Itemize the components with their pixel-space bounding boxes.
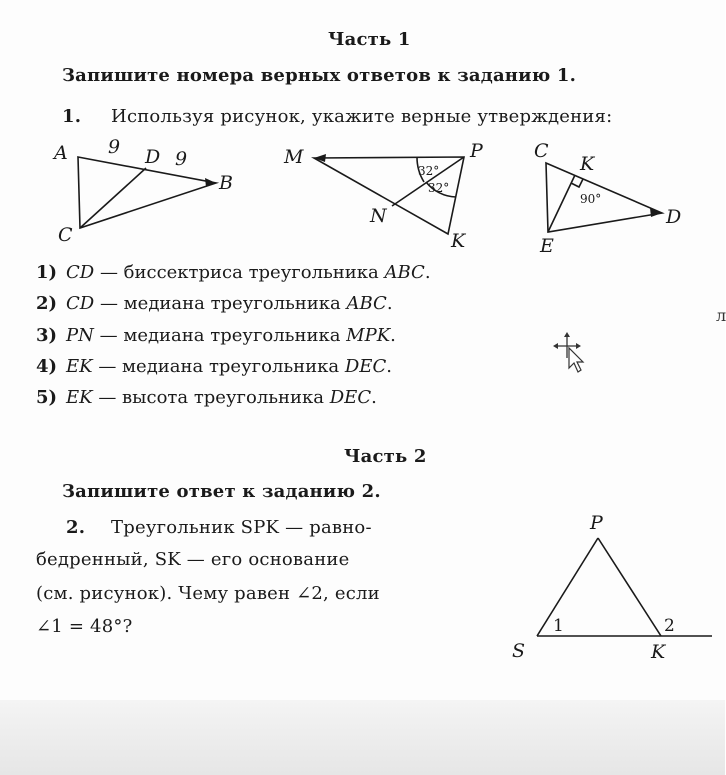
label-len-db: 9 bbox=[175, 148, 188, 170]
option-5-number: 5) bbox=[36, 387, 58, 408]
angle-label-90: 90° bbox=[580, 192, 602, 206]
option-1-text: — биссектриса треугольника bbox=[94, 262, 385, 283]
option-2-triangle: ABC bbox=[346, 293, 387, 314]
angle-1-label: 1 bbox=[553, 616, 564, 636]
task2-text-line-4: ∠1 = 48°? bbox=[36, 616, 133, 637]
option-3-end: . bbox=[390, 325, 396, 346]
option-3-segment: PN bbox=[66, 325, 94, 346]
task2-text-line-3: (см. рисунок). Чему равен ∠2, если bbox=[36, 583, 380, 604]
label-n: N bbox=[370, 205, 387, 227]
label-a: A bbox=[54, 142, 68, 164]
angle-label-2: 32° bbox=[428, 181, 450, 195]
bottom-band bbox=[0, 700, 725, 775]
option-4-segment: EK bbox=[66, 356, 93, 377]
option-5-triangle: DEC bbox=[329, 387, 372, 408]
label-c2: C bbox=[534, 140, 549, 162]
option-1-triangle: ABC bbox=[384, 262, 425, 283]
option-2-text: — медиана треугольника bbox=[94, 293, 347, 314]
angle-2-label: 2 bbox=[664, 616, 675, 636]
option-2-segment: CD bbox=[66, 293, 95, 314]
option-4-text: — медиана треугольника bbox=[92, 356, 345, 377]
option-1-end: . bbox=[424, 262, 431, 283]
label-k2: K bbox=[580, 153, 595, 175]
label-k: K bbox=[451, 230, 466, 252]
label-len-ad: 9 bbox=[108, 136, 121, 158]
angle-label-1: 32° bbox=[418, 164, 440, 178]
label-p: P bbox=[470, 140, 483, 162]
part2-title: Часть 2 bbox=[344, 446, 427, 467]
option-2-end: . bbox=[386, 293, 393, 314]
option-1-number: 1) bbox=[36, 262, 58, 283]
option-4-number: 4) bbox=[36, 356, 58, 377]
label-c: C bbox=[58, 224, 73, 246]
option-2-number: 2) bbox=[36, 293, 58, 314]
label-p2: P bbox=[590, 512, 603, 534]
part1-title: Часть 1 bbox=[328, 29, 411, 50]
part2-instruction: Запишите ответ к заданию 2. bbox=[62, 481, 381, 502]
option-5-text: — высота треугольника bbox=[92, 387, 330, 408]
task1-text: Используя рисунок, укажите верные утверждения: bbox=[111, 106, 613, 127]
label-k3: K bbox=[651, 641, 666, 663]
option-5-segment: EK bbox=[66, 387, 93, 408]
option-4-end: . bbox=[386, 356, 392, 377]
label-s: S bbox=[512, 640, 526, 662]
label-d: D bbox=[145, 146, 161, 168]
option-3-number: 3) bbox=[36, 325, 58, 346]
option-1-segment: CD bbox=[66, 262, 95, 283]
label-m: M bbox=[284, 146, 304, 168]
option-3-text: — медиана треугольника bbox=[93, 325, 347, 346]
task2-text-line-1: Треугольник SPK — равно- bbox=[111, 517, 372, 538]
part1-instruction: Запишите номера верных ответов к заданию 1. bbox=[62, 65, 577, 86]
option-4-triangle: DEC bbox=[344, 356, 387, 377]
label-e: E bbox=[540, 235, 554, 257]
option-5-end: . bbox=[371, 387, 377, 408]
task2-text-line-2: бедренный, SK — его основание bbox=[36, 549, 350, 570]
stray-character: л bbox=[716, 306, 726, 325]
task1-number: 1. bbox=[62, 106, 82, 127]
task2-number: 2. bbox=[66, 517, 86, 538]
label-d2: D bbox=[666, 206, 682, 228]
option-3-triangle: MPK bbox=[346, 325, 391, 346]
label-b: B bbox=[219, 172, 233, 194]
